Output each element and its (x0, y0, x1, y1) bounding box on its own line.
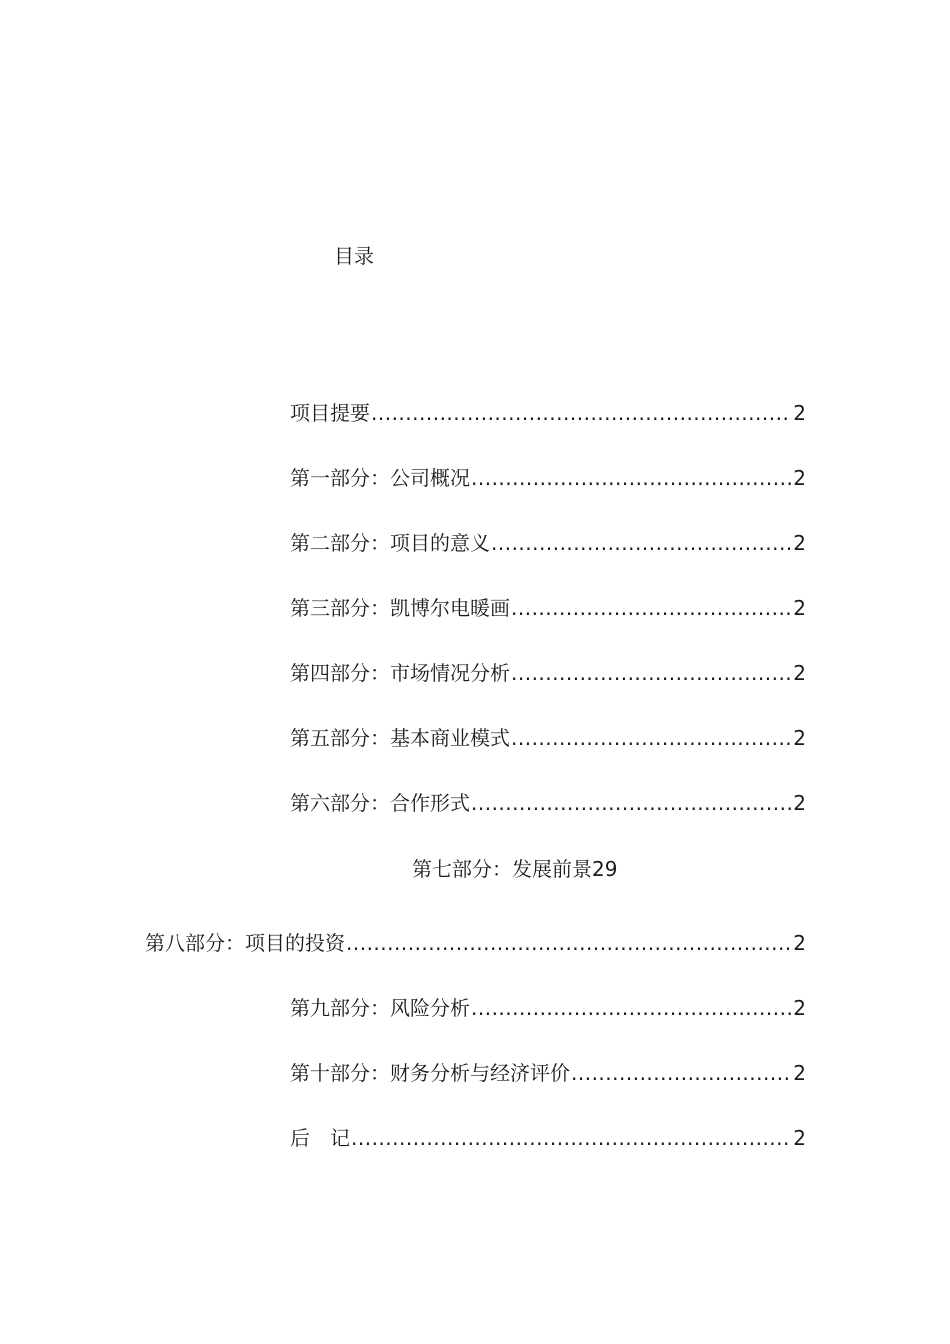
toc-entry-label: 第四部分：市场情况分析 (290, 661, 510, 685)
toc-entry-label: 第七部分：发展前景29 (412, 857, 618, 881)
toc-entry-part-5[interactable] (290, 723, 806, 753)
toc-leader-dots (491, 528, 791, 558)
toc-leader-dots (571, 1058, 791, 1088)
toc-page-number: 2 (793, 661, 806, 685)
toc-entry-part-1[interactable] (290, 463, 806, 493)
toc-entry-label: 第一部分：公司概况 (290, 466, 470, 490)
toc-entry-part-9[interactable] (290, 993, 806, 1023)
toc-entry-label: 第五部分：基本商业模式 (290, 726, 510, 750)
toc-entry-summary[interactable] (290, 398, 806, 428)
toc-entry-part-8[interactable] (145, 928, 806, 958)
toc-leader-dots (511, 593, 791, 623)
toc-leader-dots (471, 463, 791, 493)
toc-page-number: 2 (793, 401, 806, 425)
toc-entry-part-10[interactable] (290, 1058, 806, 1088)
toc-entry-part-4[interactable] (290, 658, 806, 688)
toc-page-number: 2 (793, 531, 806, 555)
toc-leader-dots (511, 723, 791, 753)
toc-page-number: 2 (793, 596, 806, 620)
toc-leader-dots (346, 928, 791, 958)
toc-page-number: 2 (793, 466, 806, 490)
toc-title: 目录 (334, 244, 374, 268)
toc-entry-label: 第三部分：凯博尔电暖画 (290, 596, 510, 620)
toc-leader-dots (371, 398, 791, 428)
toc-entry-label: 项目提要 (290, 401, 370, 425)
toc-leader-dots (351, 1123, 791, 1153)
toc-entry-part-7[interactable] (412, 854, 617, 884)
toc-page-number: 2 (793, 1126, 806, 1150)
toc-entry-part-3[interactable] (290, 593, 806, 623)
toc-entry-label: 第十部分：财务分析与经济评价 (290, 1061, 570, 1085)
toc-leader-dots (471, 788, 791, 818)
toc-page-number: 2 (793, 791, 806, 815)
toc-page-number: 2 (793, 931, 806, 955)
toc-entry-label: 第九部分：风险分析 (290, 996, 470, 1020)
toc-leader-dots (511, 658, 791, 688)
toc-page-number: 2 (793, 726, 806, 750)
toc-entry-part-2[interactable] (290, 528, 806, 558)
toc-entry-postscript[interactable] (290, 1123, 806, 1153)
toc-leader-dots (471, 993, 791, 1023)
toc-entry-part-6[interactable] (290, 788, 806, 818)
toc-entry-label: 第二部分：项目的意义 (290, 531, 490, 555)
toc-page-number: 2 (793, 1061, 806, 1085)
toc-entry-label: 后 记 (290, 1126, 350, 1150)
toc-entry-label: 第六部分：合作形式 (290, 791, 470, 815)
toc-page-number: 2 (793, 996, 806, 1020)
toc-entry-label: 第八部分：项目的投资 (145, 931, 345, 955)
